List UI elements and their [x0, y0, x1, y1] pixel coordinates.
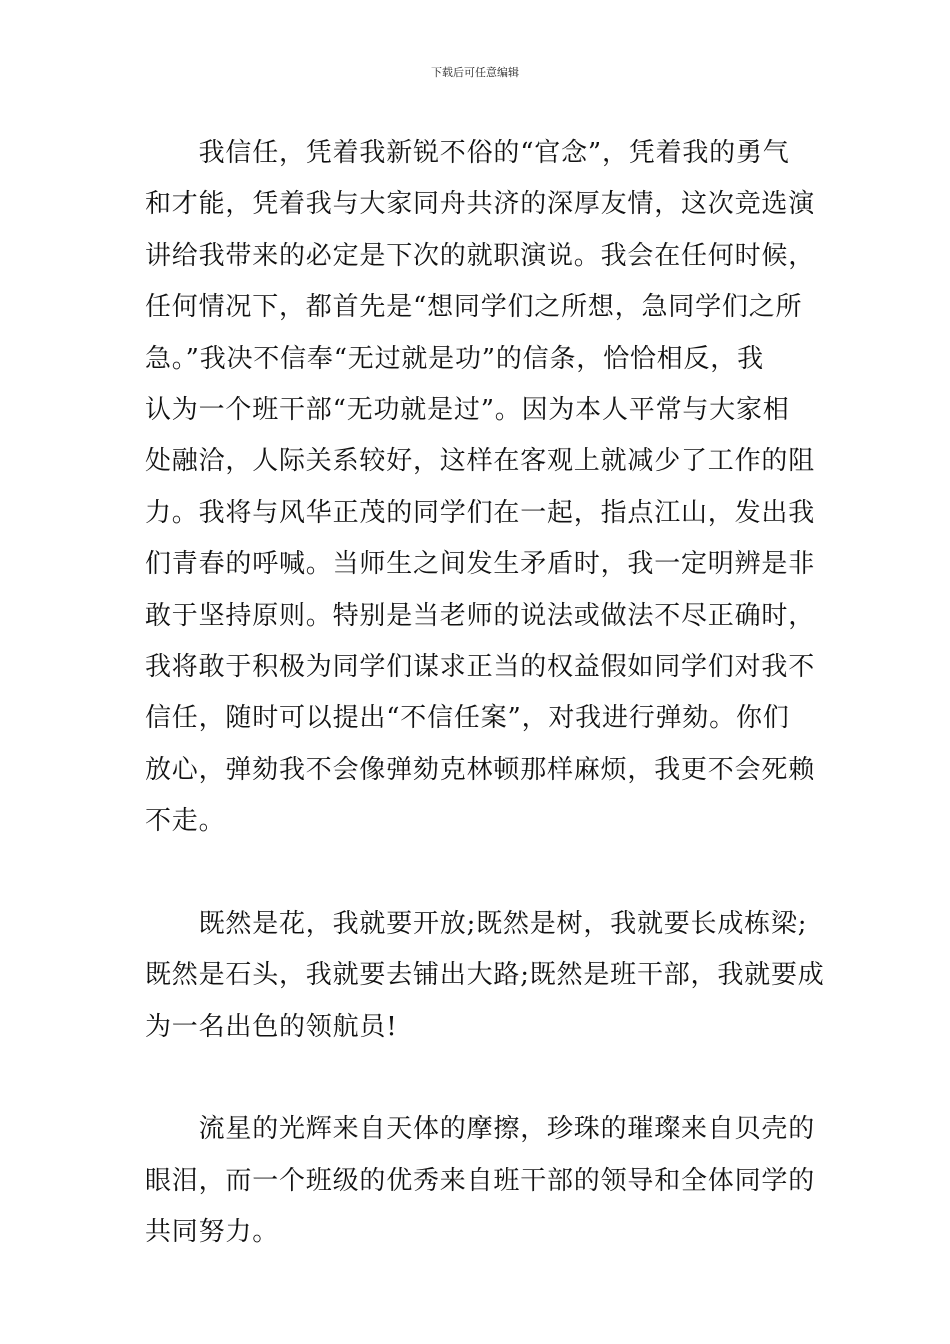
text-line: 不走。 [145, 806, 226, 837]
text-line: 力。我将与风华正茂的同学们在一起，指点江山，发出我 [145, 497, 816, 528]
paragraph-1 [145, 128, 816, 847]
paragraph-3 [145, 1104, 816, 1258]
text-line: 眼泪，而一个班级的优秀来自班干部的领导和全体同学的 [145, 1165, 816, 1196]
text-line: 为一名出色的领航员! [145, 1011, 398, 1042]
text-line: 既然是石头，我就要去铺出大路;既然是班干部，我就要成 [145, 960, 825, 991]
document-body [145, 128, 825, 1259]
text-line: 急。”我决不信奉“无过就是功”的信条，恰恰相反，我 [145, 343, 764, 374]
text-line: 流星的光辉来自天体的摩擦，珍珠的璀璨来自贝壳的 [145, 1114, 816, 1145]
text-line: 任何情况下，都首先是“想同学们之所想，急同学们之所 [145, 292, 803, 323]
text-line: 处融洽，人际关系较好，这样在客观上就减少了工作的阻 [145, 446, 816, 477]
text-line: 敢于坚持原则。特别是当老师的说法或做法不尽正确时， [145, 600, 816, 631]
text-line: 和才能，凭着我与大家同舟共济的深厚友情，这次竞选演 [145, 189, 816, 220]
text-line: 们青春的呼喊。当师生之间发生矛盾时，我一定明辨是非 [145, 549, 816, 580]
paragraph-spacer [145, 847, 807, 898]
text-line: 放心，弹劾我不会像弹劾克林顿那样麻烦，我更不会死赖 [145, 754, 816, 785]
paragraph-2 [145, 899, 825, 1053]
page-header: 下载后可任意编辑 [431, 66, 519, 79]
text-line: 认为一个班干部“无功就是过”。因为本人平常与大家相 [145, 394, 790, 425]
paragraph-spacer [145, 1053, 807, 1104]
text-line: 既然是花，我就要开放;既然是树，我就要长成栋梁; [145, 908, 808, 939]
text-line: 信任，随时可以提出“不信任案”，对我进行弹劾。你们 [145, 703, 790, 734]
text-line: 共同努力。 [145, 1217, 280, 1248]
text-line: 讲给我带来的必定是下次的就职演说。我会在任何时候， [145, 240, 816, 271]
text-line: 我信任，凭着我新锐不俗的“官念”，凭着我的勇气 [145, 138, 790, 168]
text-line: 我将敢于积极为同学们谋求正当的权益假如同学们对我不 [145, 651, 816, 682]
